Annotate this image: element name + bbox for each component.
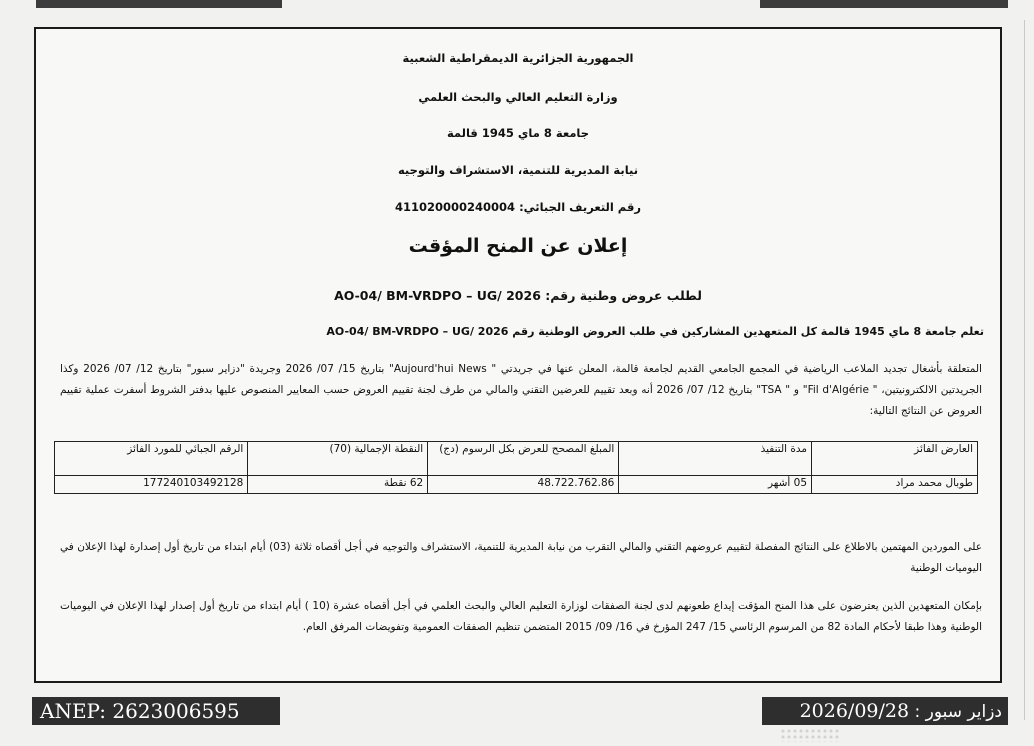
cell-amount [428, 476, 619, 494]
appeal-paragraph: بإمكان المتعهدين الذين يعترضون على هذا المنح المؤقت إيداع طعونهم لدى لجنة الصفقات لوزارة التعليم العالي والبحث العلمي في أجل أقصاه عشرة (10 ) أيام ابتداء من تاريخ أول إصدار لهذا الإعلان في اليوميات الوطنية وهذا طبقا لأحكام المادة 82 من المرسوم الرئاسي 15/ 247 المؤرخ في 16/ 09/ 2015 المتضمن تنظيم الصفقات العمومية وتفويضات المرفق العام. [60, 600, 982, 633]
tax-id-line: رقم التعريف الجبائي: 411020000240004 [395, 200, 641, 214]
results-table [54, 441, 978, 494]
consultation-paragraph: على الموردين المهتمين بالاطلاع على النتائج المفصلة لتقييم عروضهم التقني والمالي التقرب من نيابة المديرية للتنمية، الاستشراف والتوجيه في أجل أقصاه ثلاثة (03) أيام ابتداء من تاريخ أول إصدارة لهذا الإعلان في اليوميات الوطنية [60, 541, 982, 574]
cell-winner: طوبال محمد مراد [812, 476, 978, 494]
cell-duration: 05 أشهر [619, 476, 812, 494]
top-bar-left [36, 0, 282, 8]
tender-reference: لطلب عروض وطنية رقم: AO-04/ BM-VRDPO – UG/ 2026 [334, 288, 702, 303]
publication-date: 2026/09/28 [799, 700, 910, 722]
cell-score: 62 نقطة [248, 476, 428, 494]
table-row [55, 476, 978, 494]
intro-line: تعلم جامعة 8 ماي 1945 قالمة كل المتعهدين المشاركين في طلب العروض الوطنية رقم AO-04/ BM-VRDPO – UG/ 2026 [326, 325, 984, 338]
body-paragraph: المتعلقة بأشغال تجديد الملاعب الرياضية في المجمع الجامعي القديم لجامعة قالمة، المعلن عنها في جريدتي " Aujourd'hui News" بتاريخ 15/ 07/ 2026 وجريدة "دزاير سبور" بتاريخ 12/ 07/ 2026 وكذا الجريدتين الالكترونيتين، " Fil d'Algérie" و " TSA" بتاريخ 12/ 07/ 2026 أنه وبعد تقييم للعرضين التقني والمالي من طرف لجنة تقييم العروض حسب المعايير المنصوص عليها بدفتر الشروط أسفرت عملية تقييم العروض عن النتائج التالية: [60, 363, 982, 417]
scan-edge-line [1024, 20, 1025, 720]
publication-date-bar [762, 697, 1008, 725]
directorate-line: نيابة المديرية للتنمية، الاستشراف والتوجيه [397, 163, 639, 177]
table-header-row [55, 442, 978, 476]
university-line: جامعة 8 ماي 1945 قالمة [446, 126, 590, 140]
header-duration: مدة التنفيذ [619, 442, 812, 476]
ministry-line: وزارة التعليم العالي والبحث العلمي [418, 90, 618, 104]
print-stamp [780, 728, 840, 742]
header-score: النقطة الإجمالية (70) [248, 442, 428, 476]
announcement-frame [34, 27, 1002, 683]
header-amount: المبلغ المصحح للعرض بكل الرسوم (دج) [428, 442, 619, 476]
tax-number-value: 177240103492128 [143, 477, 244, 489]
announcement-title: إعلان عن المنح المؤقت [408, 235, 628, 257]
top-bar-right [760, 0, 1008, 8]
anep-label: ANEP: 2623006595 [32, 697, 280, 725]
header-tax-number: الرقم الجبائي للمورد الفائز [55, 442, 248, 476]
cell-tax-number [55, 476, 248, 494]
amount-value: 48.722.762.86 [537, 477, 615, 489]
newspaper-name: دزاير سبور : [914, 702, 1002, 722]
header-winner: العارض الفائز [812, 442, 978, 476]
republic-line: الجمهورية الجزائرية الديمقراطية الشعبية [402, 51, 634, 65]
